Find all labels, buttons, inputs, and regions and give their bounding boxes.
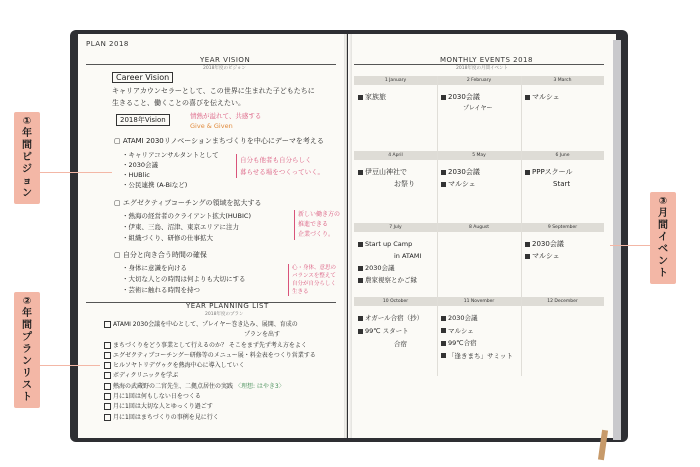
plan-item: プランを出す [244,331,281,339]
month-label: 12 December [521,297,604,306]
plan-item: 月に1回は大切な人とゆっくり過ごす [104,402,316,412]
month-event: 2030会議 マルシェ [441,166,480,190]
vision-section-3-note: 心・身体、意思の バランスを整えて 自分が自分らしく 生きる [288,264,336,296]
month-label: 3 March [521,76,604,85]
divider [86,64,336,65]
career-comment: Give & Given [190,122,233,130]
career-line: キャリアカウンセラーとして、この世界に生まれた子どもたちに [112,87,315,95]
monthly-events-title: MONTHLY EVENTS 2018 [440,56,533,64]
year-vision-title: YEAR VISION [200,56,251,64]
planning-list-subtitle: 2018年度のプラン [205,312,244,317]
vision-section-1: ▢ ATAMI 2030リノベーションまちづくりを中心にデーマを考える [114,137,324,145]
plan-item: 月に1回は何もしない日をつくる [104,392,316,402]
vision-2018-label: 2018年Vision [116,114,170,126]
month-event: オガール合宿（抄） 99℃ スタート 合宿 [358,312,423,351]
plan-item: ATAMI 2030会議を中心として、プレイヤー巻き込み、展開、育成の [104,320,316,330]
plan-item: ボディクリニックを学ぶ [104,371,316,381]
month-label: 2 February [437,76,521,85]
plan-header: PLAN 2018 [86,40,129,48]
column-divider [521,76,522,376]
career-vision-label: Career Vision [112,72,173,83]
book-gutter [344,34,352,438]
month-label: 6 June [521,151,604,160]
planning-list [104,320,316,423]
monthly-events-subtitle: 2018年度の月間イベント [456,66,508,71]
callout-monthly-events: ③ 月 間 イ ベ ン ト [650,192,676,284]
month-label: 7 July [354,223,437,232]
plan-item: エグゼクティブコーチング～研修等のメニュー展・料金表をつくり営業する [104,351,316,361]
vision-section-3-items: ・身体に意識を向ける ・大切な人との時間は何よりも大切にする ・芸術に触れる時間を持つ [122,264,246,294]
month-label: 4 April [354,151,437,160]
column-divider [437,76,438,376]
callout-line [40,365,100,366]
plan-item: ヒルソヤトリデヴゥクを熱海中心に導入していく [104,361,316,371]
callout-line [610,245,650,246]
plan-item: まちづくりをどう事業として行えるのか？ そこをまず先ず考え方をよく [104,341,316,351]
callout-line [40,172,112,173]
planning-list-title: YEAR PLANNING LIST [186,302,269,310]
vision-section-3: ▢ 自分と向き合う時間の確保 [114,251,207,259]
divider [354,64,604,65]
vision-section-1-items: ・キャリアコンサルタントとして ・2030会議 ・HUBlic ・公民連携 (A-Biなど) [122,151,219,189]
year-vision-subtitle: 2018年度のビジョン [203,66,246,71]
month-event: 2030会議 マルシェ [525,238,564,262]
month-label: 5 May [437,151,521,160]
vision-section-1-note: 自分も他者も自分らしく 暮らせる場をつくっていく。 [236,154,324,178]
vision-section-2: ▢ エグゼクティブコーチングの領域を拡大する [114,199,262,207]
month-event: 2030会議 プレイヤー [441,92,492,114]
page-edge [613,40,621,440]
month-event: 伊豆山神社で お祭り [358,166,415,190]
month-event: マルシェ [525,92,560,102]
month-label: 1 January [354,76,437,85]
month-label: 11 November [437,297,521,306]
plan-item: 月に1回はまちづくりの事例を見に行く [104,413,316,423]
month-event: 2030会議 マルシェ 99℃合宿 「逢きまち」サミット [441,312,513,362]
month-event: 家族旅 [358,92,386,102]
month-label: 8 August [437,223,521,232]
vision-section-2-note: 新しい働き方の 推進できる 企業づくり。 [294,210,340,240]
month-event: PPPスクール Start [525,166,573,190]
month-label: 10 October [354,297,437,306]
callout-year-vision: ① 年 間 ビ ジ ョ ン [14,112,40,204]
month-event: Start up Camp in ATAMI 2030会議 農家視察とかご縁 [358,238,421,286]
plan-item: 熱海の武蔵野の二宮先生、二拠点居住の実践 〈理想: はやき3〉 [104,382,316,392]
month-label: 9 September [521,223,604,232]
career-comment: 情熱が溢れて、共感する [190,112,262,120]
monthly-grid [354,76,604,426]
career-line: 生きること、働くことの喜びを伝えたい。 [112,99,245,107]
vision-section-2-items: ・熱海の経営者のクライアント拡大(HUBIC) ・伊東、三島、沼津、東京エリアに注力 ・組織づくり、研修の仕事拡大 [122,212,251,242]
callout-year-planning-list: ② 年 間 プ ラ ン リ ス ト [14,292,40,408]
